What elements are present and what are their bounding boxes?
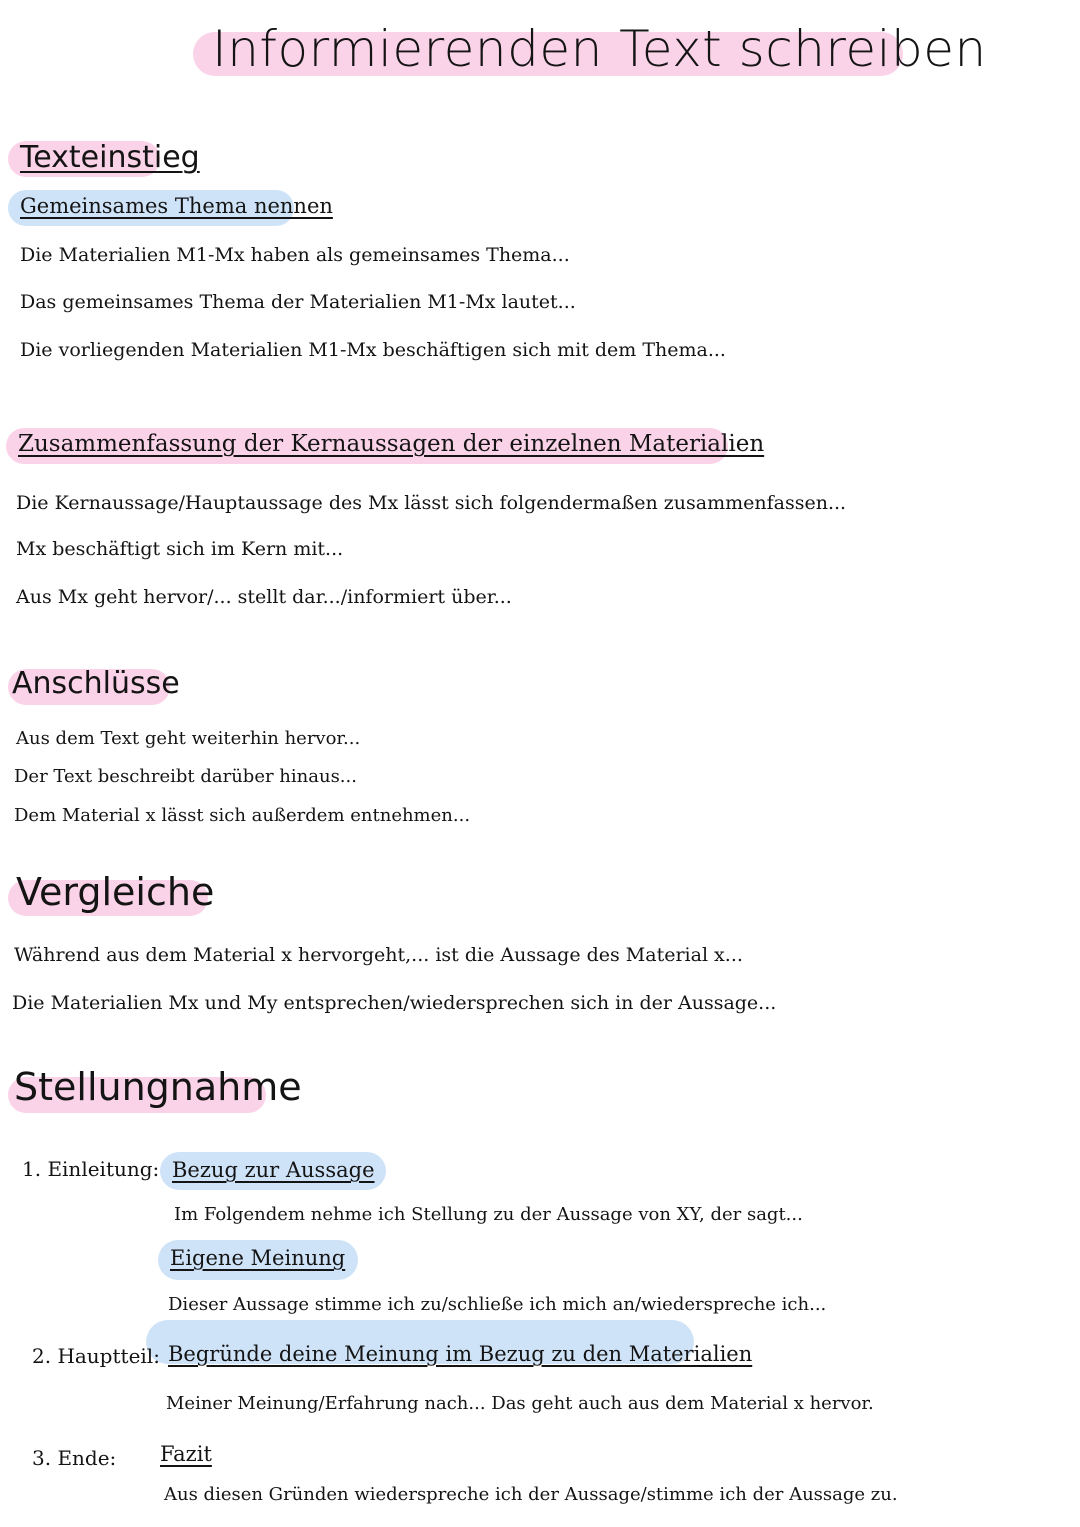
hauptteil-label: 2. Hauptteil: (32, 1344, 160, 1368)
stellungnahme-heading: Stellungnahme (14, 1065, 302, 1109)
eigene-meinung-subheading: Eigene Meinung (170, 1246, 346, 1270)
einleitung-label: 1. Einleitung: (22, 1157, 160, 1181)
ende-line: Aus diesen Gründen wiederspreche ich der Aussage/stimme ich der Aussage zu. (164, 1484, 898, 1505)
zusammenfassung-line-1: Die Kernaussage/Hauptaussage des Mx lässt sich folgendermaßen zusammenfassen... (16, 492, 847, 514)
texteinstieg-line-3: Die vorliegenden Materialien M1-Mx beschäftigen sich mit dem Thema... (20, 339, 726, 361)
zusammenfassung-heading: Zusammenfassung der Kernaussagen der einzelnen Materialien (18, 431, 765, 457)
thema-nennen-subheading: Gemeinsames Thema nennen (20, 194, 333, 218)
vergleiche-heading: Vergleiche (16, 870, 215, 914)
einleitung-line-2: Dieser Aussage stimme ich zu/schließe ich mich an/wiederspreche ich... (168, 1294, 827, 1315)
einleitung-line-1: Im Folgendem nehme ich Stellung zu der Aussage von XY, der sagt... (174, 1204, 803, 1225)
begruende-subheading: Begründe deine Meinung im Bezug zu den Materialien (168, 1342, 753, 1366)
ende-label: 3. Ende: (32, 1446, 117, 1470)
texteinstieg-heading: Texteinstieg (20, 140, 200, 175)
bezug-subheading: Bezug zur Aussage (172, 1158, 375, 1182)
vergleiche-line-2: Die Materialien Mx und My entsprechen/wiedersprechen sich in der Aussage... (12, 992, 777, 1014)
zusammenfassung-line-3: Aus Mx geht hervor/... stellt dar.../informiert über... (16, 586, 512, 608)
anschluesse-line-2: Der Text beschreibt darüber hinaus... (14, 766, 357, 787)
zusammenfassung-line-2: Mx beschäftigt sich im Kern mit... (16, 538, 344, 560)
page-title: Informierenden Text schreiben (212, 20, 987, 78)
vergleiche-line-1: Während aus dem Material x hervorgeht,... ist die Aussage des Material x... (14, 944, 743, 966)
texteinstieg-line-2: Das gemeinsames Thema der Materialien M1-Mx lautet... (20, 291, 576, 313)
hauptteil-line: Meiner Meinung/Erfahrung nach... Das geht auch aus dem Material x hervor. (166, 1393, 874, 1414)
anschluesse-line-3: Dem Material x lässt sich außerdem entnehmen... (14, 805, 471, 826)
anschluesse-line-1: Aus dem Text geht weiterhin hervor... (16, 728, 361, 749)
texteinstieg-line-1: Die Materialien M1-Mx haben als gemeinsames Thema... (20, 244, 570, 266)
fazit-subheading: Fazit (160, 1442, 212, 1466)
anschluesse-heading: Anschlüsse (12, 666, 180, 701)
